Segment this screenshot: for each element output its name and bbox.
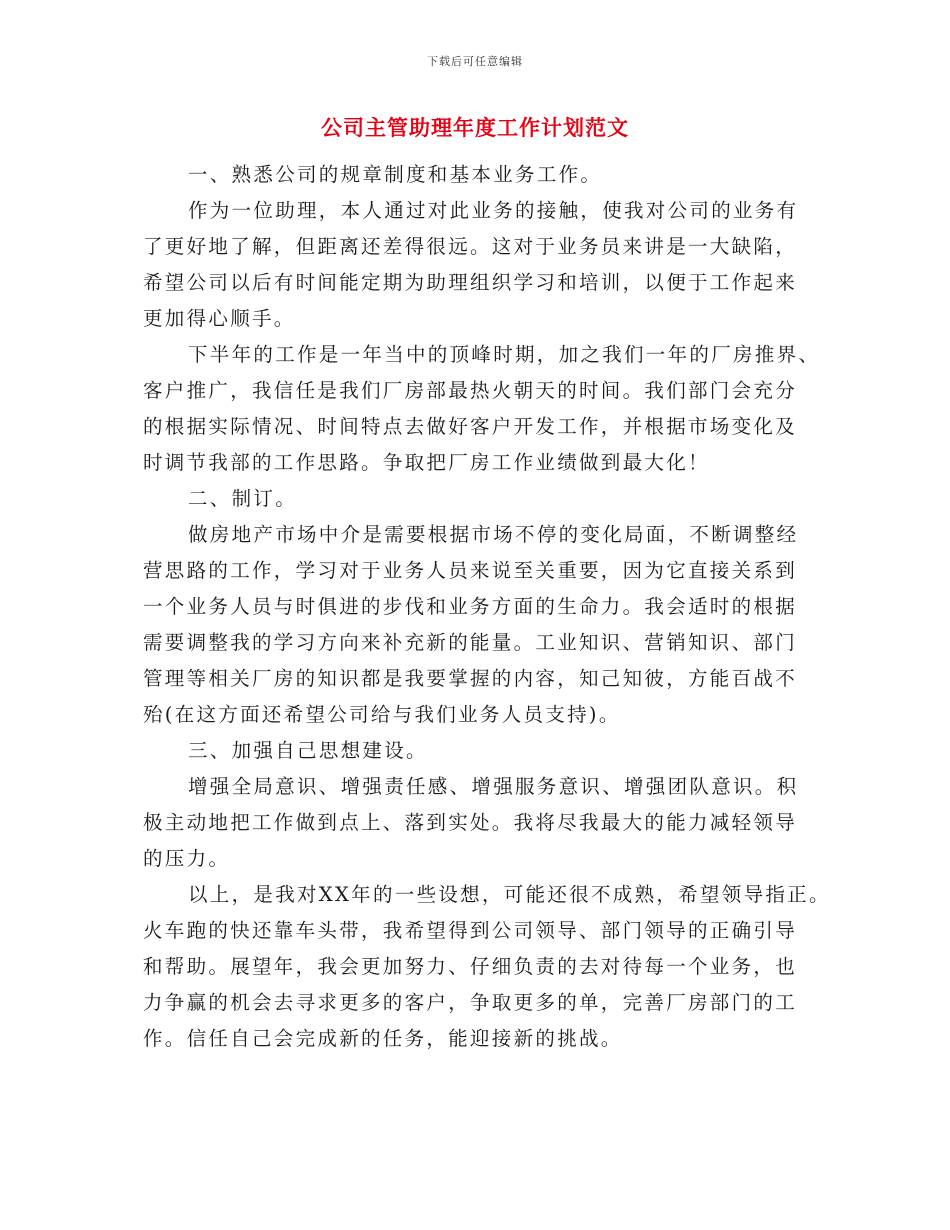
paragraph-line: 的根据实际情况、时间特点去做好客户开发工作，并根据市场变化及 <box>143 415 798 438</box>
paragraph-line: 的压力。 <box>143 847 231 870</box>
section-heading: 一、熟悉公司的规章制度和基本业务工作。 <box>188 163 603 186</box>
paragraph-line: 作为一位助理，本人通过对此业务的接触，使我对公司的业务有 <box>188 199 799 222</box>
paragraph-line: 一个业务人员与时俱进的步伐和业务方面的生命力。我会适时的根据 <box>143 595 798 618</box>
paragraph-line: 做房地产市场中介是需要根据市场不停的变化局面，不断调整经 <box>188 523 799 546</box>
paragraph-line: 更加得心顺手。 <box>143 307 296 330</box>
paragraph-line: 希望公司以后有时间能定期为助理组织学习和培训，以便于工作起来 <box>143 271 798 294</box>
paragraph-line: 和帮助。展望年，我会更加努力、仔细负责的去对待每一个业务，也 <box>143 955 798 978</box>
paragraph-line: 力争赢的机会去寻求更多的客户，争取更多的单，完善厂房部门的工 <box>143 991 798 1014</box>
paragraph-line: 火车跑的快还靠车头带，我希望得到公司领导、部门领导的正确引导 <box>143 919 798 942</box>
paragraph-line: 增强全局意识、增强责任感、增强服务意识、增强团队意识。积 <box>188 775 799 798</box>
paragraph-line: 管理等相关厂房的知识都是我要掌握的内容，知己知彼，方能百战不 <box>143 667 798 690</box>
paragraph-line: 下半年的工作是一年当中的顶峰时期，加之我们一年的厂房推界、 <box>188 343 821 366</box>
paragraph-line: 作。信任自己会完成新的任务，能迎接新的挑战。 <box>143 1027 623 1050</box>
section-heading: 二、制订。 <box>188 487 298 510</box>
paragraph-line: 以上，是我对XX年的一些设想，可能还很不成熟，希望领导指正。 <box>188 883 831 906</box>
paragraph-line: 营思路的工作，学习对于业务人员来说至关重要，因为它直接关系到 <box>143 559 798 582</box>
document-title: 公司主管助理年度工作计划范文 <box>321 115 629 140</box>
header-note: 下载后可任意编辑 <box>427 55 523 68</box>
paragraph-line: 时调节我部的工作思路。争取把厂房工作业绩做到最大化！ <box>143 451 710 474</box>
paragraph-line: 殆(在这方面还希望公司给与我们业务人员支持)。 <box>143 703 621 726</box>
paragraph-line: 需要调整我的学习方向来补充新的能量。工业知识、营销知识、部门 <box>143 631 798 654</box>
section-heading: 三、加强自己思想建设。 <box>188 739 428 762</box>
document-body <box>143 157 831 1057</box>
paragraph-line: 极主动地把工作做到点上、落到实处。我将尽我最大的能力减轻领导 <box>143 811 798 834</box>
paragraph-line: 客户推广，我信任是我们厂房部最热火朝天的时间。我们部门会充分 <box>143 379 798 402</box>
paragraph-line: 了更好地了解，但距离还差得很远。这对于业务员来讲是一大缺陷， <box>143 235 798 258</box>
